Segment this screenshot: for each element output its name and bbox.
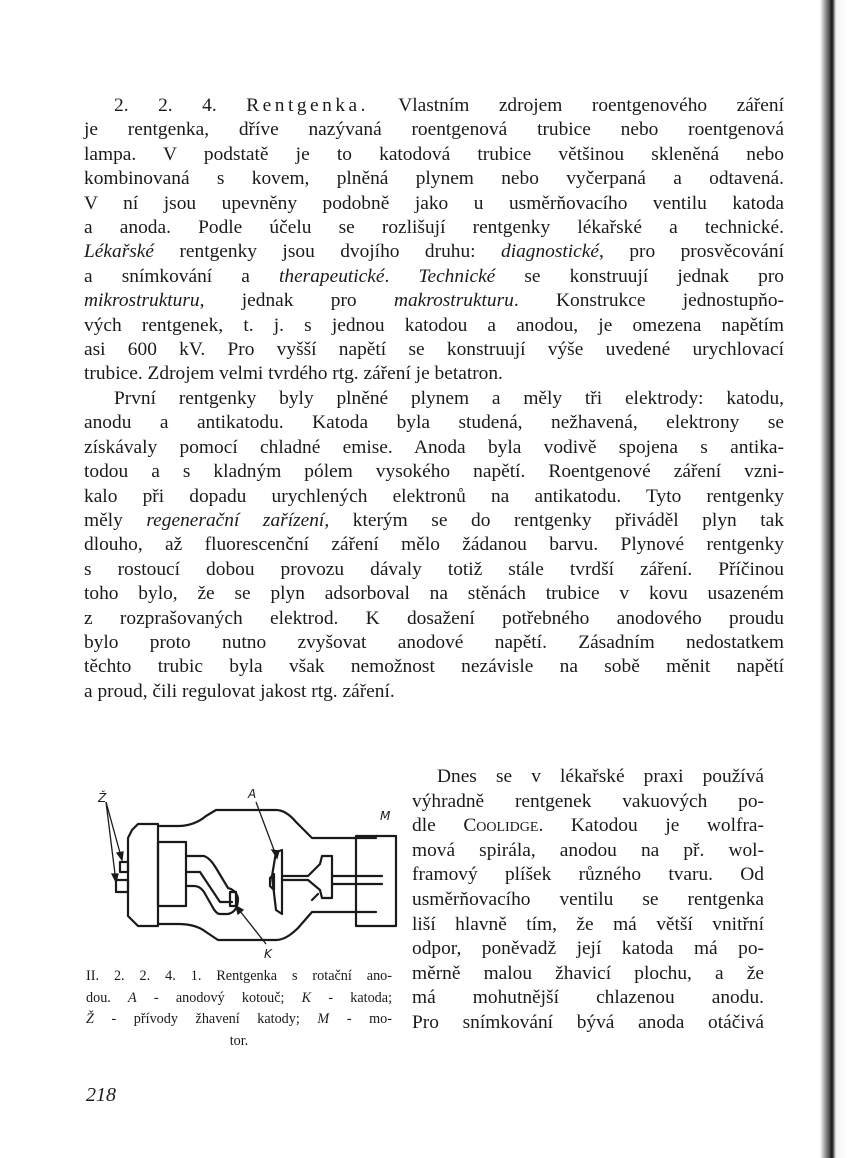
- text-run: výhradně rentgenek vakuových po-: [412, 790, 764, 812]
- text-run: těchto trubic byla však nemožnost nezávisle na sobě měnit napětí: [84, 656, 784, 678]
- text-line: [412, 838, 764, 864]
- caption-line: [86, 966, 392, 988]
- text-run: M: [317, 1011, 330, 1027]
- caption-line: [86, 988, 392, 1010]
- text-run: Pro snímkování bývá anoda otáčivá: [412, 1012, 764, 1033]
- text-run: therapeutické: [278, 265, 385, 287]
- text-run: Rentgenka.: [246, 95, 370, 116]
- text-run: - katoda;: [311, 989, 393, 1006]
- text-run: A: [128, 989, 137, 1006]
- page-edge-shadow: [820, 0, 847, 1158]
- text-run: anodu a antikatodu. Katoda byla studená, nežhavená, elektrony se: [84, 412, 784, 434]
- text-run: asi 600 kV. Pro vyšší napětí se konstruují výše uvedené urychlovací: [84, 339, 784, 360]
- text-line: [84, 361, 784, 387]
- text-run: todou a s kladným pólem vysokého napětí. Roentgenové záření vzni-: [84, 461, 784, 483]
- text-line: [84, 337, 784, 363]
- text-run: toho bylo, že se plyn adsorboval na stěnách trubice v kovu usazeném: [84, 583, 784, 605]
- text-run: tor.: [229, 1032, 249, 1049]
- text-run: , kterým se do rentgenky přiváděl plyn tak: [324, 510, 784, 531]
- text-run: vých rentgenek, t. j. s jednou katodou a anodou, je omezena napětím: [84, 314, 784, 336]
- text-run: Coolidge: [463, 815, 539, 837]
- text-run: trubice. Zdrojem velmi tvrdého rtg. záření je betatron.: [84, 363, 503, 385]
- text-run: framový plíšek různého tvaru. Od: [412, 864, 764, 886]
- text-run: Dnes se v lékařské praxi používá: [437, 766, 764, 787]
- text-run: liší hlavně tím, že má větší vnitřní: [412, 913, 764, 935]
- text-line: [84, 606, 784, 632]
- label-Z: Ž: [98, 791, 107, 805]
- text-line: [84, 117, 784, 143]
- text-run: bylo proto nutno zvyšovat anodové napětí. Zásadním nedostatkem: [84, 632, 784, 653]
- text-run: kombinovaná s kovem, plněná plynem nebo vyčerpaná a odtavená.: [84, 168, 784, 190]
- caption-line: [86, 1031, 392, 1053]
- text-line: [84, 557, 784, 583]
- text-line: [84, 313, 784, 339]
- text-line: [412, 862, 764, 888]
- text-run: rentgenky jsou dvojího druhu:: [154, 241, 501, 263]
- text-line: [412, 887, 764, 913]
- text-line: [84, 264, 784, 290]
- text-run: je rentgenka, dříve nazývaná roentgenová trubice nebo roentgenová: [84, 119, 784, 141]
- text-run: II. 2. 2. 4. 1. Rentgenka s rotační ano-: [86, 968, 392, 984]
- text-run: Ž: [86, 1011, 94, 1027]
- text-run: .: [384, 265, 419, 287]
- figure-rotating-anode-tube: [86, 780, 406, 960]
- caption-line: [86, 1009, 392, 1031]
- text-run: - mo-: [329, 1011, 392, 1027]
- text-run: . Katodou je wolfra-: [538, 815, 764, 837]
- text-run: a proud, čili regulovat jakost rtg. záření.: [84, 680, 395, 702]
- text-run: , pro prosvěcování: [599, 241, 784, 263]
- text-line: [84, 630, 784, 656]
- text-run: . Konstrukce jednostupňo-: [513, 290, 784, 312]
- text-run: K: [301, 989, 312, 1006]
- text-line: [84, 581, 784, 607]
- text-run: První rentgenky byly plněné plynem a měly tři elektrody: katodu,: [114, 388, 784, 409]
- text-line: [84, 484, 784, 510]
- text-run: Technické: [418, 265, 496, 287]
- label-K: K: [264, 947, 272, 960]
- text-run: makrostrukturu: [393, 290, 514, 312]
- text-run: dle: [412, 815, 464, 837]
- text-run: z rozprašovaných elektrod. K dosažení potřebného anodového proudu: [84, 607, 784, 629]
- label-M: M: [380, 809, 391, 823]
- x-ray-tube-diagram-icon: [86, 780, 406, 960]
- text-line: [412, 936, 764, 962]
- text-run: získávaly pomocí chladné emise. Anoda byla vodivě spojena s antika-: [84, 436, 784, 458]
- text-run: Vlastním zdrojem roentgenového záření: [369, 95, 785, 116]
- text-run: mikrostrukturu: [84, 290, 200, 312]
- text-line: [114, 386, 784, 412]
- text-line: [84, 239, 784, 265]
- text-line: [84, 166, 784, 192]
- text-line: [84, 508, 784, 534]
- text-line: [412, 813, 764, 839]
- text-run: mová spirála, anodou na př. wol-: [412, 839, 764, 861]
- text-line: [412, 961, 764, 987]
- text-run: Lékařské: [84, 241, 154, 263]
- text-run: 2. 2. 4.: [114, 95, 247, 116]
- text-line: [84, 215, 784, 241]
- text-run: a snímkování a: [84, 265, 279, 287]
- text-line: [412, 789, 764, 815]
- text-run: , jednak pro: [199, 290, 394, 312]
- text-run: má mohutnější chlazenou anodu.: [412, 987, 764, 1009]
- text-run: měly: [84, 510, 147, 531]
- text-line: [84, 654, 784, 680]
- label-A: A: [248, 787, 257, 801]
- text-run: a anoda. Podle účelu se rozlišují rentgenky lékařské a technické.: [84, 217, 784, 238]
- text-run: regenerační zařízení: [146, 510, 325, 531]
- text-line: [84, 459, 784, 485]
- text-line: [114, 93, 784, 119]
- text-run: s rostoucí dobou provozu dávaly totiž stále tvrdší záření. Příčinou: [84, 558, 784, 580]
- text-line: [412, 985, 764, 1011]
- figure-caption: [86, 966, 392, 1052]
- text-line: [412, 1010, 764, 1036]
- text-line: [84, 288, 784, 314]
- text-run: odpor, poněvadž její katoda má po-: [412, 938, 764, 960]
- text-line: [84, 532, 784, 558]
- page-number: 218: [86, 1084, 116, 1106]
- text-run: diagnostické: [501, 241, 600, 263]
- text-line: [84, 191, 784, 217]
- text-line: [84, 679, 784, 705]
- text-line: [412, 912, 764, 938]
- text-run: lampa. V podstatě je to katodová trubice většinou skleněná nebo: [84, 143, 784, 165]
- text-run: V ní jsou upevněny podobně jako u usměrňovacího ventilu katoda: [84, 192, 784, 214]
- text-run: měrně malou žhavicí plochu, a že: [412, 962, 764, 984]
- text-run: kalo při dopadu urychlených elektronů na antikatodu. Tyto rentgenky: [84, 485, 784, 507]
- text-line: [84, 435, 784, 461]
- text-run: dou.: [86, 989, 129, 1006]
- text-run: se konstruují jednak pro: [495, 265, 784, 287]
- text-run: - anodový kotouč;: [136, 989, 302, 1006]
- text-run: - přívody žhavení katody;: [93, 1011, 318, 1027]
- text-run: usměrňovacího ventilu se rentgenka: [412, 889, 764, 910]
- text-run: dlouho, až fluorescenční záření mělo žádanou barvu. Plynové rentgenky: [84, 534, 784, 556]
- text-line: [84, 410, 784, 436]
- text-line: [84, 142, 784, 168]
- text-line: [437, 764, 764, 790]
